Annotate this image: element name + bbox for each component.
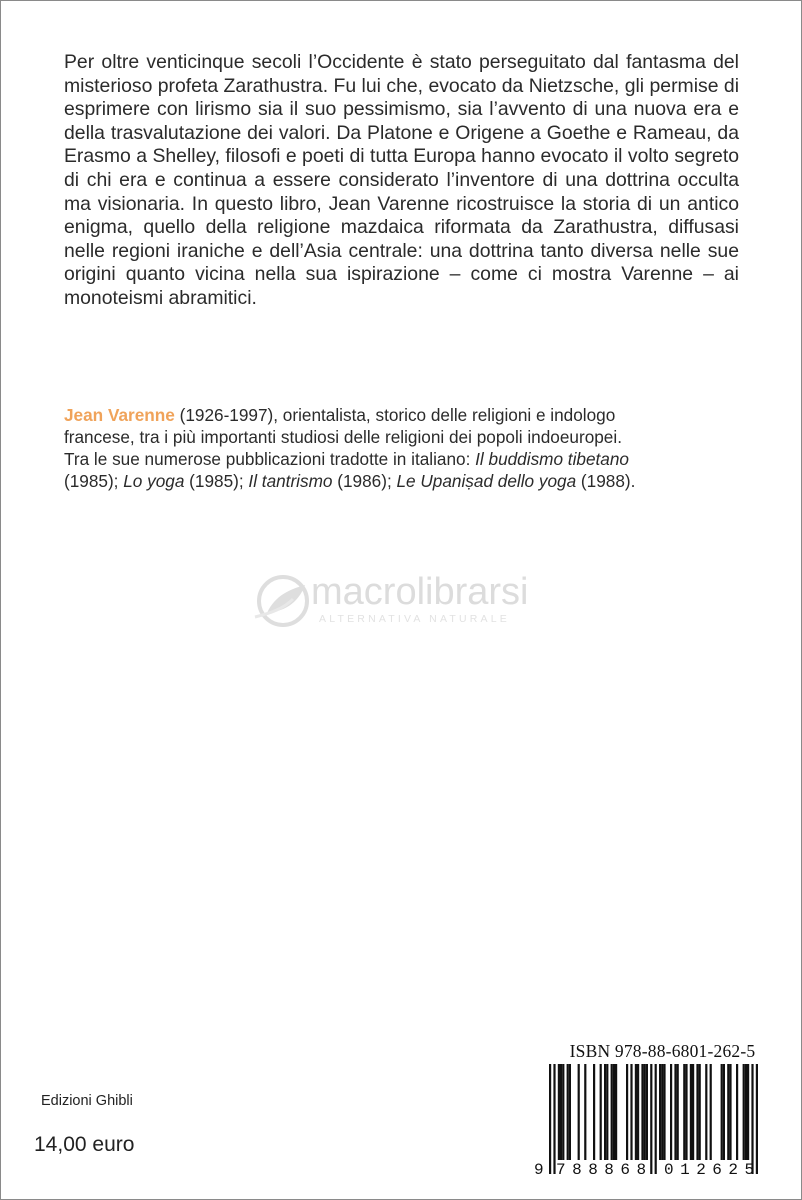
publisher-name: Edizioni Ghibli (41, 1093, 133, 1109)
book-title: Lo yoga (123, 471, 185, 491)
barcode-bar (644, 1064, 646, 1160)
barcode-bar (727, 1064, 729, 1160)
barcode-bar (696, 1064, 698, 1160)
barcode-bar (626, 1064, 628, 1160)
barcode-bar (710, 1064, 712, 1160)
watermark-tagline: ALTERNATIVA NATURALE (319, 613, 510, 625)
barcode-bar (685, 1064, 687, 1160)
barcode-bar (705, 1064, 707, 1160)
barcode-bar (751, 1064, 753, 1174)
barcode-bar (646, 1064, 648, 1160)
barcode-bar (729, 1064, 731, 1160)
barcode-bar (677, 1064, 679, 1160)
leaf-logo-icon (253, 573, 313, 629)
barcode-left-group: 788868 (556, 1161, 653, 1179)
barcode-bar (723, 1064, 725, 1160)
barcode-bar (549, 1064, 551, 1174)
barcode-bar (613, 1064, 615, 1160)
author-bio (64, 404, 739, 492)
bio-line-3: Tra le sue numerose pubblicazioni tradotte in italiano: Il buddismo tibetano (64, 449, 629, 469)
barcode-bar (584, 1064, 586, 1160)
book-title: Le Upaniṣad dello yoga (396, 471, 577, 491)
barcode-bar (650, 1064, 652, 1174)
watermark-name: macrolibrarsi (311, 571, 529, 613)
barcode-bar (641, 1064, 643, 1160)
barcode-bar (670, 1064, 672, 1160)
bio-line-2: francese, tra i più importanti studiosi delle religioni dei popoli indoeuropei. (64, 427, 622, 447)
isbn-label: ISBN 978-88-6801-262-5 (569, 1041, 756, 1061)
author-name: Jean Varenne (64, 405, 175, 425)
barcode-bar (560, 1064, 562, 1160)
book-title: Il buddismo tibetano (475, 449, 629, 469)
barcode-bar (553, 1064, 555, 1174)
barcode-bar (743, 1064, 745, 1160)
barcode-bar (756, 1064, 758, 1174)
barcode-bar (593, 1064, 595, 1160)
barcode-bar (659, 1064, 661, 1160)
bio-line-1: Jean Varenne (1926-1997), orientalista, storico delle religioni e indologo (64, 405, 616, 425)
barcode-bar (690, 1064, 692, 1160)
barcode-bar (567, 1064, 569, 1160)
barcode-bar (569, 1064, 571, 1160)
barcode-right-group: 012625 (664, 1161, 761, 1179)
barcode-bar (600, 1064, 602, 1160)
barcode-bar (578, 1064, 580, 1160)
barcode-first-digit: 9 (534, 1161, 544, 1179)
barcode-bar (615, 1064, 617, 1160)
barcode-bar (683, 1064, 685, 1160)
barcode-bar (721, 1064, 723, 1160)
barcode-bar (630, 1064, 632, 1160)
barcode-bar (611, 1064, 613, 1160)
barcode-bar (562, 1064, 564, 1160)
barcode-bar (736, 1064, 738, 1160)
barcode-bar (635, 1064, 637, 1160)
watermark (253, 571, 563, 631)
barcode-bar (637, 1064, 639, 1160)
barcode-bar (604, 1064, 606, 1160)
barcode-bar (655, 1064, 657, 1174)
blurb-text: Per oltre venticinque secoli l’Occidente è stato perseguitato dal fantasma del misterioso profeta Zarathustra. Fu lui che, evocato da Nietzsche, gli permise di esprimere con lirismo sia il suo pessimismo, sia l’avvento di una nuova era e della trasvalutazione dei valori. Da Platone e Origene a Goethe e Rameau, da Erasmo a Shelley, filosofi e poeti di tutta Europa hanno evocato il volto segreto di chi era e continua a essere considerato l’inventore di una dottrina occulta ma visionaria. In questo libro, Jean Varenne ricostruisce la storia di un antico enigma, quello della religione mazdaica riformata da Zarathustra, diffusasi nelle regioni iraniche e dell’Asia centrale: una dottrina tanto diversa nelle sue origini quanto vicina nella sua ispirazione – come ci mostra Varenne – ai monoteismi abramitici. (64, 51, 739, 309)
barcode-bar (663, 1064, 665, 1160)
barcode-bar (558, 1064, 560, 1160)
barcode-bar (674, 1064, 676, 1160)
barcode-bar (699, 1064, 701, 1160)
barcode-bar (745, 1064, 747, 1160)
bio-line-4: (1985); Lo yoga (1985); Il tantrismo (1986); Le Upaniṣad dello yoga (1988). (64, 471, 636, 491)
book-title: Il tantrismo (248, 471, 333, 491)
price: 14,00 euro (34, 1133, 135, 1156)
barcode-bar (661, 1064, 663, 1160)
barcode-bar (747, 1064, 749, 1160)
barcode-bar (606, 1064, 608, 1160)
barcode-bar (692, 1064, 694, 1160)
